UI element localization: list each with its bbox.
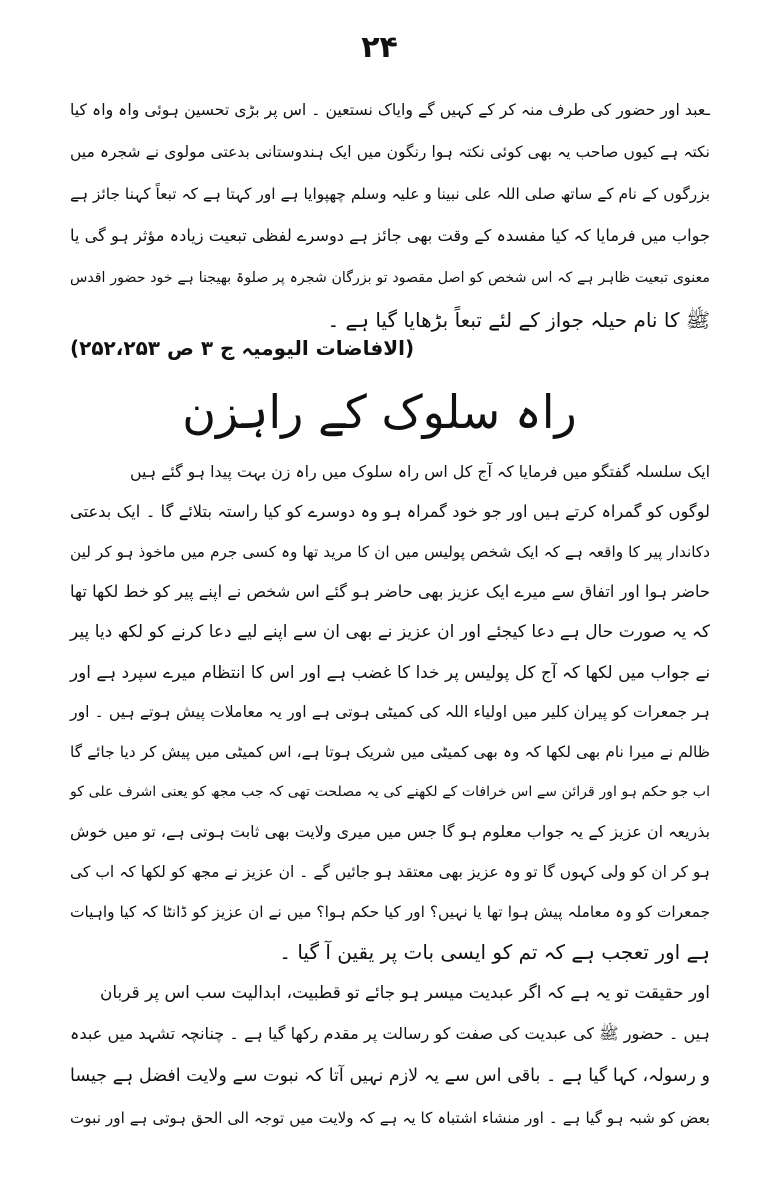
paragraph-line: بذریعہ ان عزیز کے یہ جواب معلوم ہو گا جس میں میری ولایت بھی ثابت ہوتی ہے، تو میں خوش (70, 822, 710, 841)
paragraph-line: ہے اور تعجب ہے کہ تم کو ایسی بات پر یقین آ گیا ۔ (279, 940, 710, 964)
paragraph-line: ـعبد اور حضور کی طرف منہ کر کے کہیں گے وایاک نستعین ۔ اس پر بڑی تحسین ہوئی واہ واہ کیا (70, 100, 710, 119)
paragraph-line: لوگوں کو گمراہ کرتے ہیں اور جو خود گمراہ ہو وہ دوسرے کو کیا راستہ بتلائے گا ۔ ایک بدعتی (70, 502, 710, 521)
page-number: ۲۴ (361, 30, 398, 65)
paragraph-line: بعض کو شبہ ہو گیا ہے ۔ اور منشاء اشتباہ کا یہ ہے کہ ولایت میں توجہ الی الحق ہوتی ہے اور نبوت (70, 1109, 710, 1127)
paragraph-line: ﷺ کا نام حیلہ جواز کے لئے تبعاً بڑھایا گیا ہے ۔ (327, 308, 710, 332)
paragraph-line: معنوی تبعیت ظاہر ہے کہ اس شخص کو اصل مقصود تو بزرگان شجرہ پر صلوۃ بھیجنا ہے خود حضور اقدس (70, 270, 710, 286)
paragraph-3 (70, 970, 710, 1146)
paragraph-line: اور حقیقت تو یہ ہے کہ اگر عبدیت میسر ہو جائے تو قطبیت، ابدالیت سب اس پر قربان (100, 982, 710, 1002)
paragraph-2 (70, 450, 710, 970)
section-heading: راہ سلوک کے راہزن (182, 385, 577, 439)
paragraph-line: کہ یہ صورت حال ہے دعا کیجئے اور ان عزیز نے بھی ان سے اپنے لیے دعا کرنے کو لکھ دیا پیر (70, 622, 710, 642)
paragraph-line: نکتہ ہے کیوں صاحب یہ بھی کوئی نکتہ ہوا رنگون میں ایک ہندوستانی بدعتی مولوی نے شجرہ میں (70, 143, 710, 161)
paragraph-line: جمعرات کو وہ معاملہ پیش ہوا تھا یا نہیں؟ اور کیا حکم ہوا؟ میں نے ان عزیز کو ڈانٹا کہ کیا واہیات (70, 903, 710, 921)
paragraph-line: جواب میں فرمایا کہ کیا مفسدہ کے وقت بھی جائز ہے دوسرے لفظی تبعیت زیادہ مؤثر ہو گی یا (70, 226, 710, 245)
paragraph-1 (70, 88, 710, 352)
paragraph-line: نے جواب میں لکھا کہ آج کل پولیس پر خدا کا غضب ہے اور اس کا انتظام میرے سپرد ہے اور (70, 662, 710, 682)
paragraph-line: حاضر ہوا اور اتفاق سے میرے ایک عزیز بھی حاضر ہو گئے اس شخص نے اپنے پیر کو خط لکھا تھا (70, 582, 710, 601)
paragraph-line: بزرگوں کے نام کے ساتھ صلی اللہ علی نبینا و علیہ وسلم چھپوایا ہے اور کہتا ہے کہ تبعاً کہنا جائز ہے (70, 185, 710, 203)
paragraph-line: ہیں ۔ حضور ﷺ کی عبدیت کی صفت کو رسالت پر مقدم رکھا گیا ہے ۔ چنانچہ تشہد میں عبدہ (70, 1024, 710, 1043)
paragraph-line: اب جو حکم ہو اور قرائن سے اس خرافات کے لکھنے کی یہ مصلحت تھی کہ جب مجھ کو یعنی اشرف علی کو (70, 784, 710, 800)
paragraph-line: ظالم نے میرا نام بھی لکھا کہ وہ بھی کمیٹی میں شریک ہوتا ہے، اس کمیٹی میں پیش کر دیا جائے گا (70, 743, 710, 761)
paragraph-line: دکاندار پیر کا واقعہ ہے کہ ایک شخص پولیس میں ان کا مرید تھا وہ کسی جرم میں ماخوذ ہو کر لین (70, 543, 710, 561)
paragraph-line: ایک سلسلہ گفتگو میں فرمایا کہ آج کل اس راہ سلوک میں راہ زن بہت پیدا ہو گئے ہیں (130, 462, 710, 481)
paragraph-line: و رسولہ، کہا گیا ہے ۔ باقی اس سے یہ لازم نہیں آتا کہ نبوت سے ولایت افضل ہے جیسا (70, 1066, 710, 1086)
paragraph-line: ہو کر ان کو ولی کہوں گا تو وہ عزیز بھی معتقد ہو جائیں گے ۔ ان عزیز نے مجھ کو لکھا کہ اب کی (70, 863, 710, 881)
citation: (الافاضات الیومیہ ج ۳ ص ۲۵۲،۲۵۳) (70, 336, 415, 360)
paragraph-line: ہر جمعرات کو پیران کلیر میں اولیاء اللہ کی کمیٹی ہوتی ہے اور یہ معاملات پیش ہوتے ہیں ۔ اور (70, 702, 710, 721)
